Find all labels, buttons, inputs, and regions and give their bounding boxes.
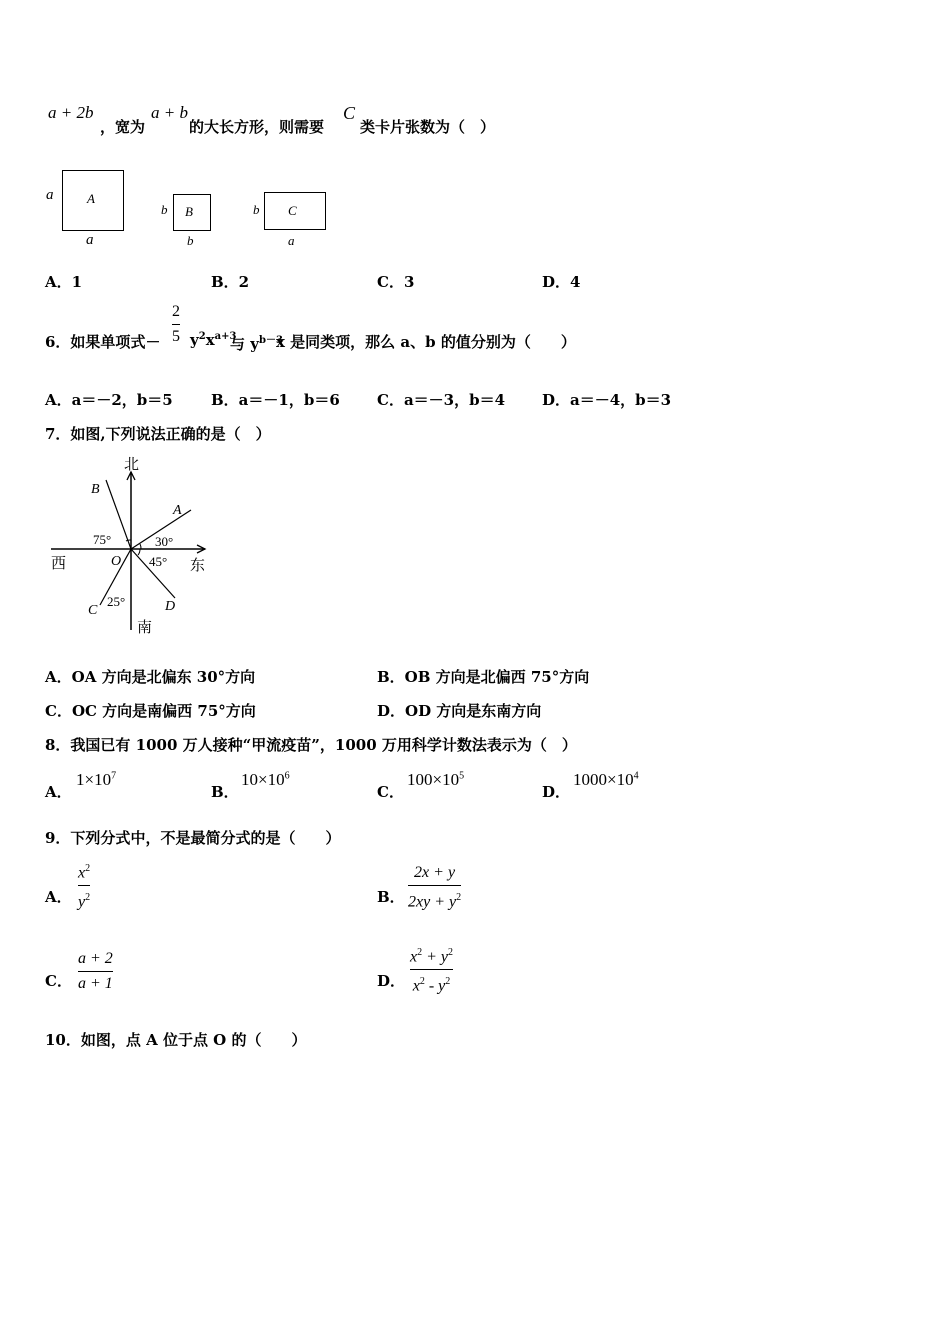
q9-letter-a[interactable]: A．	[45, 888, 72, 906]
q7-option-c[interactable]: C．OC 方向是南偏西 75°方向	[45, 702, 256, 720]
card-a-label: A	[87, 191, 95, 206]
q8-letter-a[interactable]: A．	[45, 783, 72, 801]
q10-question: 10．如图，点 A 位于点 O 的（ ）	[45, 1031, 307, 1049]
card-c-side-label: b	[253, 202, 260, 217]
q6-monomial-1: $y^2x^{a+3}$	[190, 331, 237, 349]
q9-option-a-fraction[interactable]: $x^2$ $y^2$	[78, 863, 91, 911]
point-c-label: C	[88, 603, 98, 618]
expr-c: C	[343, 103, 356, 123]
north-label: 北	[124, 457, 140, 473]
expr-a-plus-b: a + b	[151, 103, 188, 122]
q7-question: 7．如图,下列说法正确的是（ ）	[45, 425, 271, 443]
q5-option-a[interactable]: A．1	[45, 273, 83, 291]
q9-option-c-fraction[interactable]: a + 2 a + 1	[78, 950, 113, 992]
angle-75-label: 75°	[93, 532, 112, 547]
card-figure	[44, 165, 344, 250]
q6-option-d[interactable]: D．a＝－4，b＝3	[542, 391, 672, 409]
q7-option-d[interactable]: D．OD 方向是东南方向	[377, 702, 542, 720]
q6-prefix: 6．如果单项式－	[45, 333, 161, 351]
card-b-bottom-label: b	[187, 233, 194, 248]
card-a	[62, 170, 124, 231]
q6-fraction	[172, 303, 180, 346]
q6-frac-num: 2	[172, 303, 180, 320]
q5-text-end: 类卡片张数为（ ）	[360, 118, 496, 136]
q8-question: 8．我国已有 1000 万人接种“甲流疫苗”，1000 万用科学计数法表示为（ ）	[45, 736, 577, 754]
q8-letter-c[interactable]: C．	[377, 783, 404, 801]
q8-option-a-value[interactable]: $1\times 10^7$	[76, 770, 117, 789]
q9-question: 9．下列分式中，不是最简分式的是（ ）	[45, 829, 341, 847]
angle-45-label: 45°	[149, 554, 168, 569]
q7-option-b[interactable]: B．OB 方向是北偏西 75°方向	[377, 668, 590, 686]
south-label: 南	[137, 620, 153, 635]
q9-letter-b[interactable]: B．	[377, 888, 405, 906]
q9-option-b-fraction[interactable]: 2x + y $2xy + y^2$	[408, 864, 462, 911]
q6-option-b[interactable]: B．a＝－1，b＝6	[211, 391, 340, 409]
east-label: 东	[190, 558, 206, 574]
q9-option-d-fraction[interactable]: $x^2 + y^2$ $x^2 - y^2$	[410, 947, 454, 995]
west-label: 西	[51, 556, 67, 572]
point-d-label: D	[165, 599, 176, 614]
q8-letter-b[interactable]: B．	[211, 783, 239, 801]
q6-frac-den: 5	[172, 328, 180, 345]
q5-option-b[interactable]: B．2	[211, 273, 250, 291]
q8-option-c-value[interactable]: $100\times 10^5$	[407, 770, 465, 789]
card-a-bottom-label: a	[86, 232, 94, 248]
card-a-side-label: a	[46, 187, 54, 203]
card-b	[173, 194, 211, 231]
compass-figure	[45, 450, 225, 635]
point-b-label: B	[91, 482, 100, 497]
card-b-side-label: b	[161, 202, 168, 217]
q6-suffix: x 是同类项，那么 a、b 的值分别为（ ）	[276, 333, 576, 351]
card-c-label: C	[288, 203, 297, 218]
angle-30-label: 30°	[155, 534, 174, 549]
q8-option-b-value[interactable]: $10\times 10^6$	[241, 770, 290, 789]
expr-a-plus-2b: a + 2b	[48, 103, 94, 122]
angle-25-label: 25°	[107, 594, 126, 609]
q6-option-c[interactable]: C．a＝－3，b＝4	[377, 391, 506, 409]
q9-letter-d[interactable]: D．	[377, 972, 406, 990]
q6-monomial-2: 与 $y^{b-3}$	[230, 335, 283, 353]
point-a-label: A	[173, 503, 182, 518]
q9-letter-c[interactable]: C．	[45, 972, 72, 990]
q8-letter-d[interactable]: D．	[542, 783, 571, 801]
q5-option-c[interactable]: C．3	[377, 273, 415, 291]
card-c	[264, 192, 326, 230]
card-c-bottom-label: a	[288, 233, 295, 248]
q6-option-a[interactable]: A．a＝－2，b＝5	[45, 391, 173, 409]
origin-label: O	[111, 554, 122, 569]
q5-text-width: ，宽为	[100, 118, 146, 136]
q5-option-d[interactable]: D．4	[542, 273, 581, 291]
q5-text-mid: 的大长方形，则需要	[189, 118, 325, 136]
card-b-label: B	[185, 204, 193, 219]
q7-option-a[interactable]: A．OA 方向是北偏东 30°方向	[45, 668, 256, 686]
q8-option-d-value[interactable]: $1000\times 10^4$	[573, 770, 639, 789]
